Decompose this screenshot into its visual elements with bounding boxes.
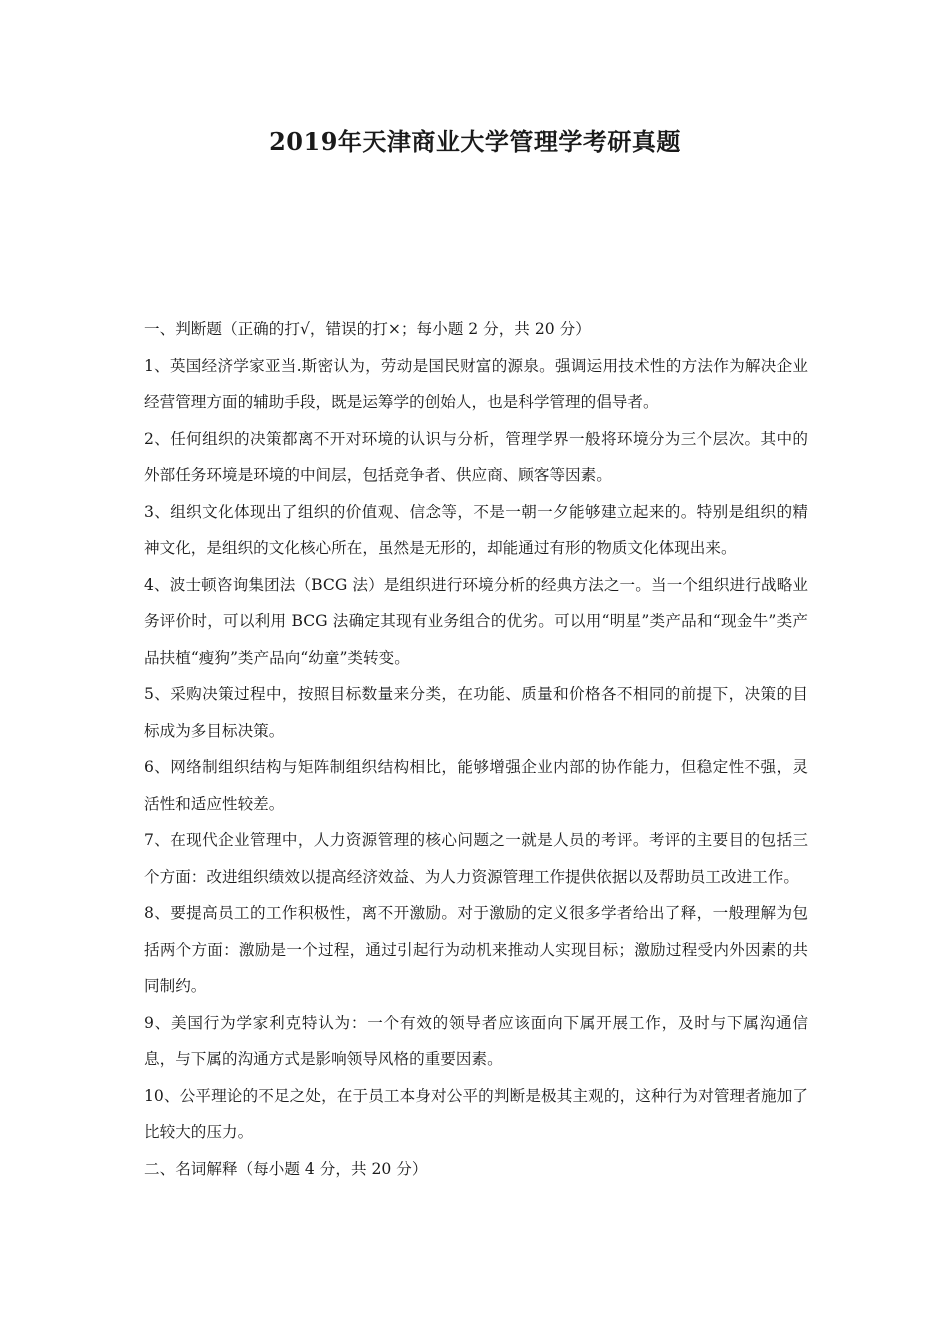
question-1: 1、英国经济学家亚当.斯密认为，劳动是国民财富的源泉。强调运用技术性的方法作为解决企业经营管理方面的辅助手段，既是运筹学的创始人，也是科学管理的倡导者。	[144, 356, 808, 411]
question-7: 7、在现代企业管理中，人力资源管理的核心问题之一就是人员的考评。考评的主要目的包括三个方面：改进组织绩效以提高经济效益、为人力资源管理工作提供依据以及帮助员工改进工作。	[144, 831, 808, 886]
question-2: 2、任何组织的决策都离不开对环境的认识与分析，管理学界一般将环境分为三个层次。其中的外部任务环境是环境的中间层，包括竞争者、供应商、顾客等因素。	[144, 429, 808, 484]
section-heading-true-false: 一、判断题（正确的打√，错误的打×；每小题 2 分，共 20 分）	[144, 320, 591, 338]
question-5: 5、采购决策过程中，按照目标数量来分类，在功能、质量和价格各不相同的前提下，决策的目标成为多目标决策。	[144, 685, 808, 740]
question-8: 8、要提高员工的工作积极性，离不开激励。对于激励的定义很多学者给出了释，一般理解为包括两个方面：激励是一个过程，通过引起行为动机来推动人实现目标；激励过程受内外因素的共同制约。	[144, 904, 808, 995]
section-heading-definitions: 二、名词解释（每小题 4 分，共 20 分）	[144, 1159, 428, 1178]
page-title: 2019年天津商业大学管理学考研真题	[269, 127, 681, 156]
question-9: 9、美国行为学家利克特认为：一个有效的领导者应该面向下属开展工作，及时与下属沟通信息，与下属的沟通方式是影响领导风格的重要因素。	[144, 1013, 808, 1068]
question-6: 6、网络制组织结构与矩阵制组织结构相比，能够增强企业内部的协作能力，但稳定性不强，灵活性和适应性较差。	[144, 758, 808, 813]
question-10: 10、公平理论的不足之处，在于员工本身对公平的判断是极其主观的，这种行为对管理者施加了比较大的压力。	[144, 1086, 808, 1141]
question-4: 4、波士顿咨询集团法（BCG 法）是组织进行环境分析的经典方法之一。当一个组织进行战略业务评价时，可以利用 BCG 法确定其现有业务组合的优劣。可以用“明星”类产品和“现金牛”类产品扶植“瘦狗”类产品向“幼童”类转变。	[144, 575, 808, 667]
document-body	[144, 311, 808, 1187]
question-3: 3、组织文化体现出了组织的价值观、信念等，不是一朝一夕能够建立起来的。特别是组织的精神文化，是组织的文化核心所在，虽然是无形的，却能通过有形的物质文化体现出来。	[144, 502, 808, 557]
